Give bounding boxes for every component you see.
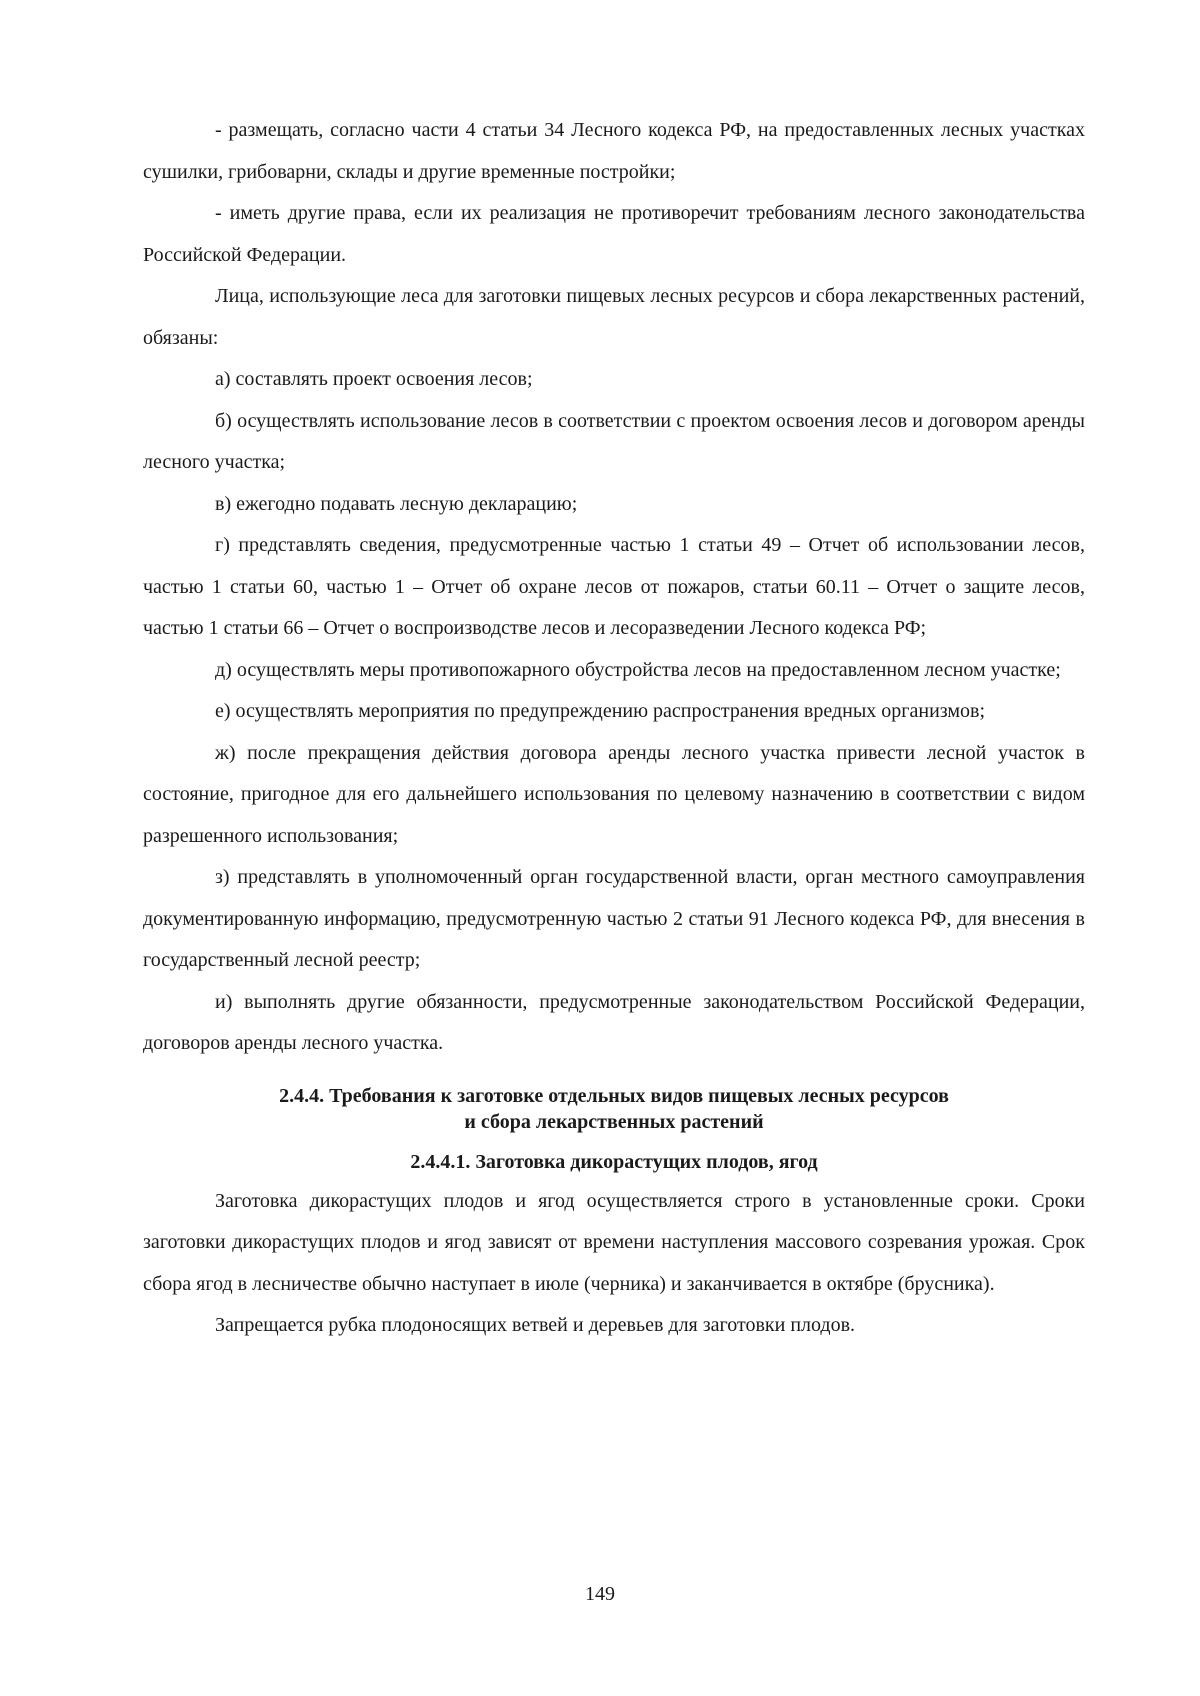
paragraph-rights-buildings: - размещать, согласно части 4 статьи 34 Лесного кодекса РФ, на предоставленных лесных участках сушилки, грибоварни, склады и другие временные постройки; <box>143 119 1085 183</box>
page-body <box>143 110 1085 1347</box>
paragraph-rights-other: - иметь другие права, если их реализация не противоречит требованиям лесного законодательства Российской Федерации. <box>143 202 1085 266</box>
list-item-v: в) ежегодно подавать лесную декларацию; <box>215 492 578 515</box>
paragraph-harvest-prohibition: Запрещается рубка плодоносящих ветвей и деревьев для заготовки плодов. <box>215 1314 856 1336</box>
page-number: 149 <box>585 1583 615 1605</box>
paragraph-harvest-timing: Заготовка дикорастущих плодов и ягод осуществляется строго в установленные сроки. Сроки заготовки дикорастущих плодов и ягод зависят от времени наступления массового созревания урожая. Срок сбора ягод в лесничестве обычно наступает в июле (черника) и заканчивается в октябре (брусника). <box>143 1189 1085 1295</box>
list-item-z: з) представлять в уполномоченный орган государственной власти, орган местного самоуправления документированную информацию, предусмотренную частью 2 статьи 91 Лесного кодекса РФ, для внесения в государственный лесной реестр; <box>143 866 1085 971</box>
list-item-zh: ж) после прекращения действия договора аренды лесного участка привести лесной участок в состояние, пригодное для его дальнейшего использования по целевому назначению в соответствии с видом разрешенного использования; <box>143 741 1085 847</box>
list-item-g: г) представлять сведения, предусмотренные частью 1 статьи 49 – Отчет об использовании лесов, частью 1 статьи 60, частью 1 – Отчет об охране лесов от пожаров, статьи 60.11 – Отчет о защите лесов, частью 1 статьи 66 – Отчет о воспроизводстве лесов и лесоразведении Лесного кодекса РФ; <box>143 534 1085 639</box>
list-item-b: б) осуществлять использование лесов в соответствии с проектом освоения лесов и договором аренды лесного участка; <box>143 409 1085 473</box>
section-heading-line2: и сбора лекарственных растений <box>464 1110 764 1133</box>
list-item-d: д) осуществлять меры противопожарного обустройства лесов на предоставленном лесном участке; <box>215 658 1061 681</box>
paragraph-obligations-intro: Лица, использующие леса для заготовки пищевых лесных ресурсов и сбора лекарственных растений, обязаны: <box>143 285 1085 349</box>
list-item-a: а) составлять проект освоения лесов; <box>215 368 533 390</box>
section-heading-line1: 2.4.4. Требования к заготовке отдельных видов пищевых лесных ресурсов <box>279 1084 949 1107</box>
list-item-i: и) выполнять другие обязанности, предусмотренные законодательством Российской Федерации, договоров аренды лесного участка. <box>143 990 1085 1054</box>
list-item-e: е) осуществлять мероприятия по предупреждению распространения вредных организмов; <box>215 700 986 722</box>
subsection-heading: 2.4.4.1. Заготовка дикорастущих плодов, ягод <box>410 1150 818 1173</box>
section-heading <box>143 1083 1085 1135</box>
